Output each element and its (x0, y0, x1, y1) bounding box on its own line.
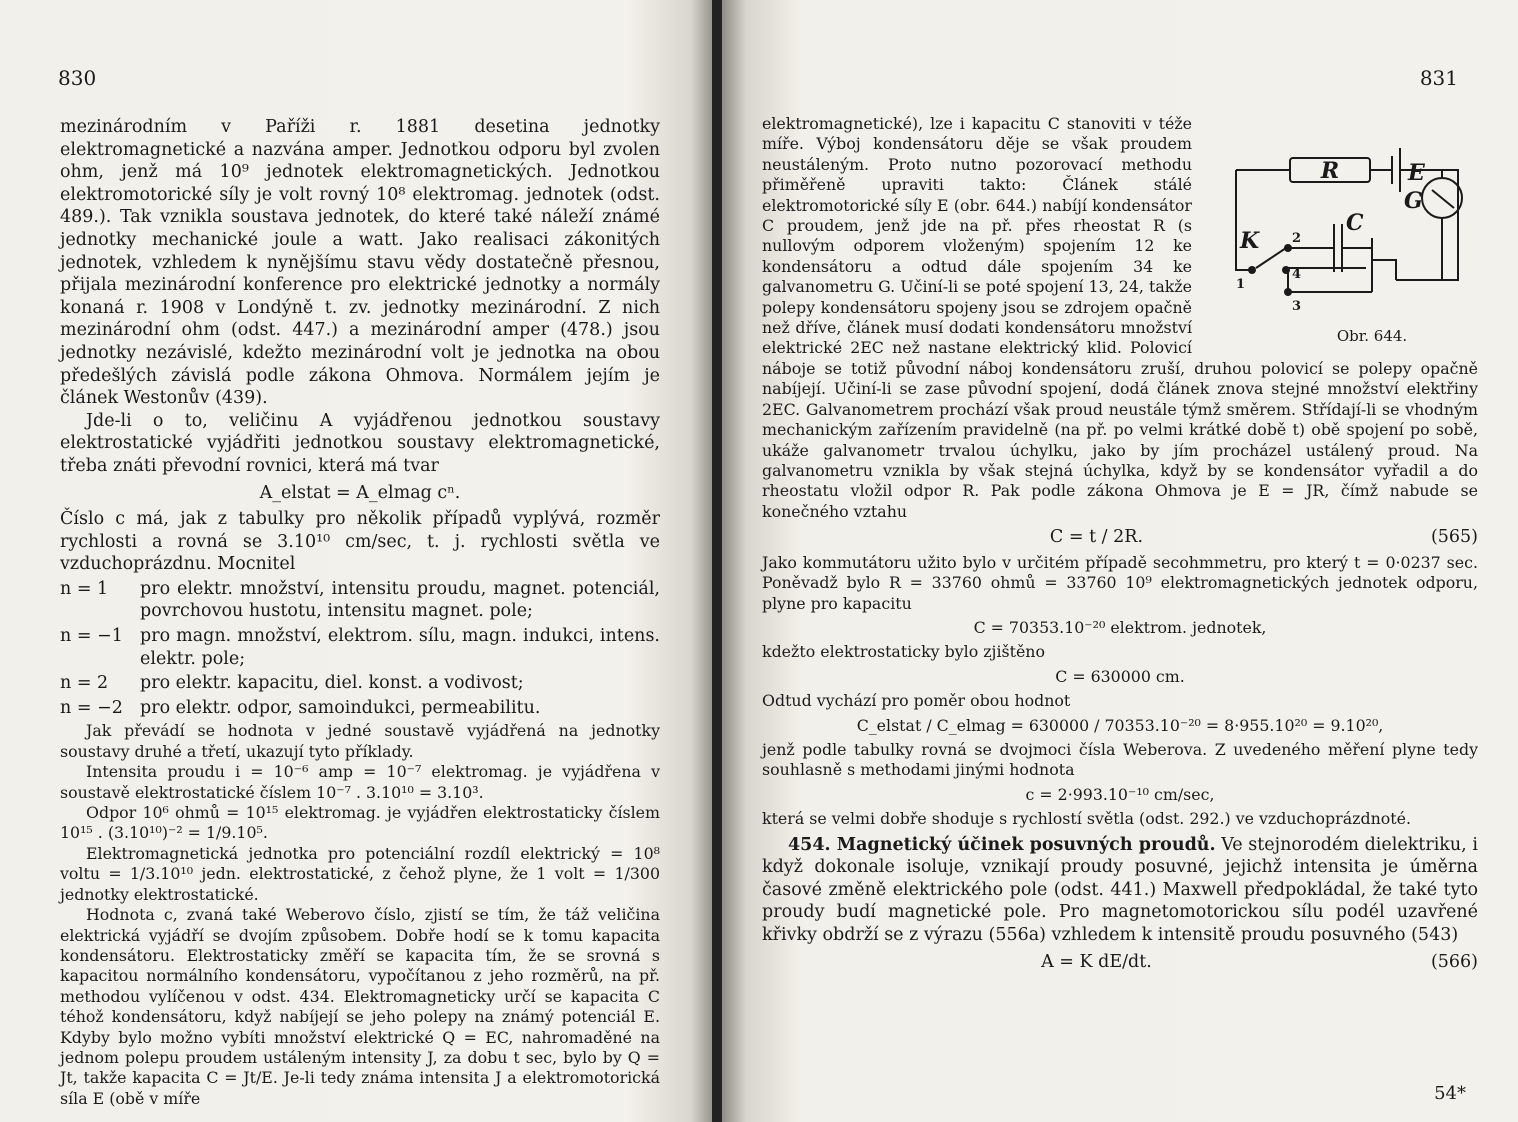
circuit-diagram (1206, 120, 1478, 316)
exponent-value: n = −2 (60, 697, 123, 718)
label-E: E (1408, 160, 1425, 186)
paragraph-small: jenž podle tabulky rovná se dvojmoci čísla Weberova. Z uvedeného měření plyne tedy souhlasně s methodami jinými hodnota (762, 739, 1478, 780)
paragraph: Číslo c má, jak z tabulky pro několik případů vyplývá, rozměr rychlosti a rovná se 3.10¹⁰ cm/sec, t. j. rychlosti světla ve vzduchoprázdnu. Mocnitel (60, 509, 660, 575)
label-K: K (1240, 228, 1260, 254)
paragraph-small: Intensita proudu i = 10⁻⁶ amp = 10⁻⁷ elektromag. je vyjádřena v soustavě elektrostatické číslem 10⁻⁷ . 3.10¹⁰ = 3.10³. (60, 762, 660, 802)
left-page (0, 0, 712, 1122)
exponent-value: n = 2 (60, 673, 109, 694)
paragraph-small: Odtud vychází pro poměr obou hodnot (762, 691, 1071, 711)
page-number-right: 831 (1419, 66, 1458, 90)
list-item (60, 625, 660, 670)
label-R: R (1320, 158, 1340, 184)
formula: C = 630000 cm. (1055, 666, 1185, 686)
label-G: G (1404, 188, 1423, 214)
paragraph-small: která se velmi dobře shoduje s rychlostí světla (odst. 292.) ve vzduchoprázdnoté. (762, 809, 1411, 829)
list-item (60, 697, 660, 720)
left-page-text (60, 116, 660, 1109)
paragraph-small: Jako kommutátoru užito bylo v určitém případě secohmmetru, pro který t = 0·0237 sec. Poněvadž bylo R = 33760 ohmů = 33760 10⁹ elektromagnetických jednotek odporu, plyne pro kapacitu (762, 552, 1478, 613)
paragraph-small: Elektromagnetická jednotka pro potenciální rozdíl elektrický = 10⁸ voltu = 1/3.10¹⁰ jedn. elektrostatické, z čehož plyne, že 1 volt = 1/300 jednotky elektrostatické. (60, 843, 660, 904)
paragraph-small: kdežto elektrostaticky bylo zjištěno (762, 642, 1045, 662)
equation-number: (566) (1430, 951, 1478, 972)
label-terminal-2: 2 (1292, 231, 1302, 246)
exponent-value: n = 1 (60, 578, 109, 599)
section-text: Ve stejnorodém dielektriku, i když dokonale isoluje, vznikají proudy posuvné, jejichž intensita je úměrna časové změně elektrického pole (odst. 441.) Maxwell předpokládal, že také tyto proudy budí magnetické pole. Pro magnetomotorickou sílu podél uzavřené křivky obdrží se z výrazu (556a) vzhledem k intensitě proudu posuvného (543) (762, 834, 1478, 945)
equation-566 (762, 951, 1478, 974)
exponent-value: n = −1 (60, 626, 123, 647)
formula: c = 2·993.10⁻¹⁰ cm/sec, (1025, 784, 1215, 804)
formula: C = 70353.10⁻²⁰ elektrom. jednotek, (973, 617, 1267, 637)
paragraph-small: Hodnota c, zvaná také Weberovo číslo, zjistí se tím, že táž veličina elektrická vyjádří se dvojím způsobem. Dobře hodí se k tomu kapacita kondensátoru. Elektrostaticky změří se kapacita tím, že se srovná s kapacitou normálního kondensátoru, vypočítanou z jeho rozměrů, na př. methodou vylíčenou v odst. 434. Elektromagneticky určí se kapacita C téhož kondensátoru, když nabíjejí se jeho polepy na známý potenciál E. Kdyby bylo možno vybíti množství elektrické Q = EC, nahromaděné na jednom polepu proudem ustáleným intensity J, za dobu t sec, bylo by Q = Jt, takže kapacita C = Jt/E. Je-li tedy známa intensita J a elektromotorická síla E (obě v míře (60, 905, 660, 1108)
book-gutter (712, 0, 722, 1122)
label-terminal-1: 1 (1236, 277, 1246, 292)
section-heading: 454. Magnetický účinek posuvných proudů. (788, 834, 1216, 855)
paragraph: Jde-li o to, veličinu A vyjádřenou jednotkou soustavy elektrostatické vyjádřiti jednotkou soustavy elektromagnetické, třeba znáti převodní rovnici, která má tvar (60, 410, 660, 476)
page-number-left: 830 (58, 66, 97, 90)
label-terminal-4: 4 (1292, 267, 1302, 282)
formula: C_elstat / C_elmag = 630000 / 70353.10⁻²⁰ = 8·955.10²⁰ = 9.10²⁰, (856, 715, 1384, 735)
paragraph-small: elektromagnetické), lze i kapacitu C stanoviti v téže míře. Výboj kondensátoru děje se však proudem neustáleným. Proto nutno pozorovací methodu přiměřeně upraviti takto: Článek stálé elektromotorické síly E (obr. 644.) nabíjí kondensátor C proudem, jenž jde na př. přes rheostat R (s nullovým odporem vloženým) spojením 12 ke kondensátoru a odtud dále spojením 34 ke galvanometru G. Učiní-li se poté spojení 13, 24, takže polepy kondensátoru spojeny jsou se zdrojem opačně než dříve, článek musí dodati kondensátoru množství elektrické 2EC než nastane elektrický klid. Polovicí náboje se totiž původní náboj kondensátoru zruší, druhou polovicí se polepy opačně nabíjejí. Učiní-li se zase původní spojení, dodá článek znova stejné množství elektřiny 2EC. Galvanometrem prochází však proud neustále týmž směrem. Střídají-li se vhodným mechanickým zařízením pravidelně (na př. po velmi krátké době t) obě spojení po sobě, ukáže galvanometr trvalou úchylku, jako by jím procházel ustálený proud. Na galvanometru vznikla by však stejná úchylka, když by se kondensátor vyřadil a do rheostatu vložil odpor R. Pak podle zákona Ohmova je E = JR, čímž nabude se konečného vztahu (762, 114, 1478, 521)
figure-caption: Obr. 644. (1336, 326, 1408, 345)
right-page-text (762, 114, 1478, 977)
equation-formula: C = t / 2R. (1049, 527, 1144, 548)
equation-formula: A = K dE/dt. (1041, 951, 1152, 972)
list-item (60, 578, 660, 623)
exponent-description: pro elektr. množství, intensitu proudu, magnet. potenciál, povrchovou hustotu, intensitu magnet. pole; (140, 578, 660, 622)
signature-mark: 54* (1434, 1083, 1466, 1104)
paragraph-small: Odpor 10⁶ ohmů = 10¹⁵ elektromag. je vyjádřen elektrostaticky číslem 10¹⁵ . (3.10¹⁰)⁻² = 1/9.10⁵. (60, 803, 660, 843)
list-item (60, 672, 660, 695)
right-page (722, 0, 1518, 1122)
label-terminal-3: 3 (1292, 299, 1302, 314)
exponent-description: pro elektr. odpor, samoindukci, permeabilitu. (140, 697, 541, 718)
exponent-description: pro elektr. kapacitu, diel. konst. a vodivost; (140, 673, 524, 694)
paragraph-small: Jak převádí se hodnota v jedné soustavě vyjádřená na jednotky soustavy druhé a třetí, ukazují tyto příklady. (60, 721, 660, 761)
equation-565 (762, 526, 1478, 549)
exponent-description: pro magn. množství, elektrom. sílu, magn. indukci, intens. elektr. pole; (140, 626, 660, 669)
figure-644 (1206, 120, 1478, 347)
section-454 (762, 834, 1478, 947)
formula: A_elstat = A_elmag cⁿ. (259, 482, 461, 503)
paragraph: mezinárodním v Paříži r. 1881 desetina jednotky elektromagnetické a nazvána amper. Jednotkou odporu byl zvolen ohm, jenž má 10⁹ jednotek elektromagnetických. Jednotkou elektromotorické síly je volt rovný 10⁸ elektromag. jednotek (odst. 489.). Tak vznikla soustava jednotek, do které také náleží známé jednotky mechanické joule a watt. Jako realisaci zákonitých jednotek, vzhledem k nynějšímu stavu vědy dostatečně přesnou, přijala mezinárodní konference pro elektrické jednotky a normály konaná r. 1908 v Londýně t. zv. jednotky mezinárodní. Z nich mezinárodní ohm (odst. 447.) a mezinárodní amper (478.) jsou jednotky nezávislé, kdežto mezinárodní volt je jednotka na obou předešlých závislá podle zákona Ohmova. Normálem jejím je článek Westonův (439). (60, 117, 660, 409)
label-C: C (1346, 210, 1364, 236)
equation-number: (565) (1430, 527, 1478, 548)
